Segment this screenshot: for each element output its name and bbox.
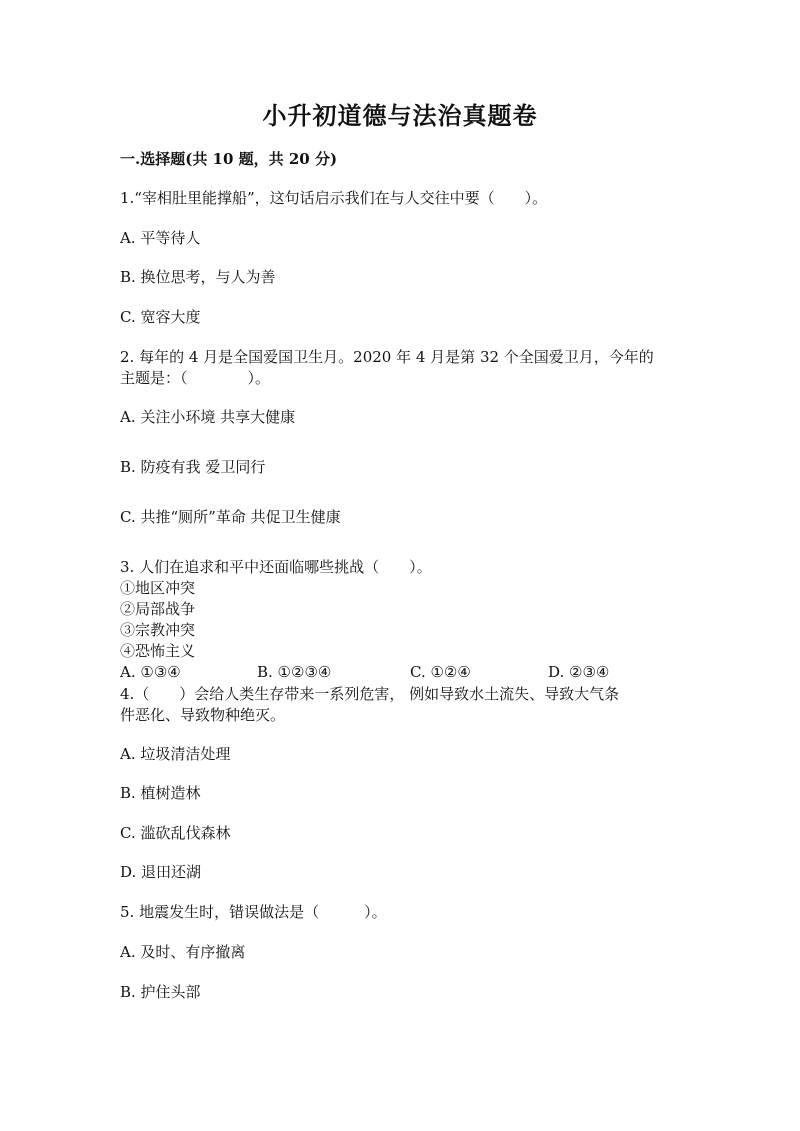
question-1-option-a: A. 平等待人 [120, 229, 201, 247]
question-4-option-b: B. 植树造林 [120, 784, 201, 802]
question-3-option-a: A. ①③④ [120, 663, 181, 681]
question-3-item-1: ①地区冲突 [120, 579, 196, 597]
question-2-stem-line-2: 主题是：（ ）。 [120, 369, 271, 387]
section-heading: 一.选择题(共 10 题，共 20 分) [120, 150, 338, 168]
question-2-option-b: B. 防疫有我 爱卫同行 [120, 458, 266, 476]
page-title: 小升初道德与法治真题卷 [262, 101, 538, 130]
question-4-option-c: C. 滥砍乱伐森林 [120, 824, 231, 842]
question-1-stem: 1.“宰相肚里能撑船”，这句话启示我们在与人交往中要（ ）。 [120, 189, 548, 207]
question-3-options [120, 662, 640, 682]
question-4-stem-line-2: 件恶化、导致物种绝灭。 [120, 706, 286, 724]
question-5-stem: 5. 地震发生时，错误做法是（ ）。 [120, 903, 387, 921]
question-3-item-4: ④恐怖主义 [120, 642, 196, 660]
question-5-option-b: B. 护住头部 [120, 983, 201, 1001]
question-3-option-b: B. ①②③④ [257, 663, 332, 681]
question-3-option-c: C. ①②④ [410, 663, 471, 681]
question-4-stem-line-1: 4.（ ）会给人类生存带来一系列危害， 例如导致水土流失、导致大气条 [120, 685, 620, 703]
question-1-option-c: C. 宽容大度 [120, 308, 201, 326]
question-3-item-3: ③宗教冲突 [120, 621, 196, 639]
question-3-stem: 3. 人们在追求和平中还面临哪些挑战（ ）。 [120, 558, 432, 576]
question-2-option-a: A. 关注小环境 共享大健康 [120, 408, 296, 426]
question-4-option-d: D. 退田还湖 [120, 863, 202, 881]
question-2-stem-line-1: 2. 每年的 4 月是全国爱国卫生月。2020 年 4 月是第 32 个全国爱卫月，今年的 [120, 348, 654, 366]
question-3-option-d: D. ②③④ [548, 663, 610, 681]
question-5-option-a: A. 及时、有序撤离 [120, 943, 246, 961]
question-1-option-b: B. 换位思考，与人为善 [120, 268, 276, 286]
question-4-option-a: A. 垃圾清洁处理 [120, 745, 231, 763]
question-3-item-2: ②局部战争 [120, 600, 196, 618]
question-2-option-c: C. 共推“厕所”革命 共促卫生健康 [120, 508, 341, 526]
